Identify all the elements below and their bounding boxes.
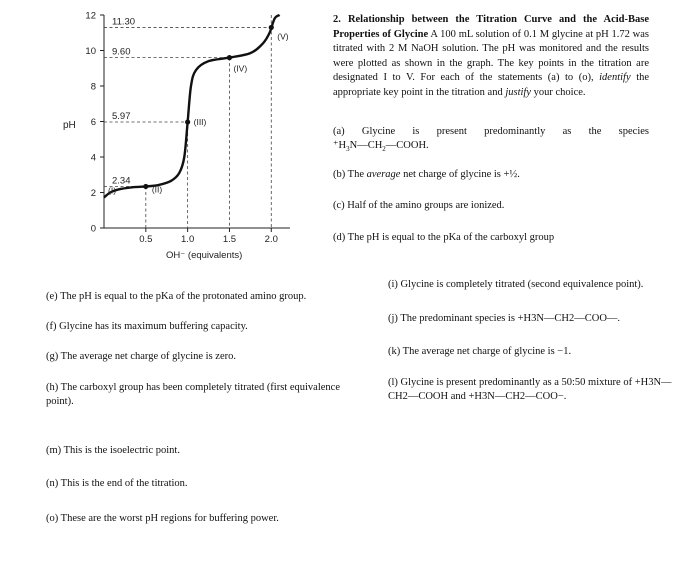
- reference-label: 5.97: [112, 111, 131, 123]
- statement-e: (e) The pH is equal to the pKa of the protonated amino group.: [46, 291, 307, 302]
- x-tick-label: 1.5: [222, 234, 237, 245]
- x-axis-label: OH⁻ (equivalents): [166, 250, 243, 261]
- statement-o: (o) These are the worst pH regions for buffering power.: [46, 513, 279, 524]
- problem-statement: [333, 13, 649, 101]
- key-point-dot: [269, 25, 274, 30]
- key-point-label: (III): [193, 117, 207, 128]
- titration-curve: [104, 15, 280, 197]
- key-point-label: (V): [277, 31, 289, 42]
- x-tick-label: 1.0: [181, 234, 195, 245]
- identify-word: identify: [599, 72, 631, 84]
- y-tick-label: 0: [90, 223, 96, 235]
- reference-label: 11.30: [112, 16, 136, 28]
- statement-c: (c) Half of the amino groups are ionized.: [333, 200, 505, 211]
- y-tick-label: 10: [85, 46, 96, 57]
- y-tick-label: 8: [90, 81, 96, 93]
- statement-i: (i) Glycine is completely titrated (second equivalence point).: [388, 279, 644, 290]
- problem-end: your choice.: [533, 86, 586, 98]
- key-point-dot: [227, 55, 232, 60]
- key-point-dot: [143, 184, 148, 189]
- y-axis-label: pH: [63, 120, 76, 131]
- statement-b: (b) The average net charge of glycine is +½.: [333, 169, 520, 180]
- statement-f: (f) Glycine has its maximum buffering capacity.: [46, 321, 248, 332]
- statement-d: (d) The pH is equal to the pKa of the carboxyl group: [333, 232, 555, 243]
- y-tick-label: 12: [85, 10, 96, 22]
- problem-number: 2.: [333, 14, 341, 25]
- problem-title: Relationship between the Titration Curve and the Acid-Base Properties of Glycine: [333, 14, 649, 40]
- problem-body: A 100 mL solution of 0.1 M glycine at pH 1.72 was titrated with 2 M NaOH solution. The pH was monitored and the results were plotted as shown in the graph. The key points in the titration are designated I to V. For each of the statements (a) to (o),: [333, 28, 649, 84]
- y-tick-label: 2: [90, 188, 96, 199]
- statement-a: (a) Glycine is present predominantly as the species: [333, 126, 649, 137]
- x-tick-label: 0.5: [139, 234, 153, 245]
- y-tick-label: 6: [90, 117, 96, 128]
- statement-j: (j) The predominant species is +H3N—CH2—COO—.: [388, 313, 621, 324]
- statement-g: (g) The average net charge of glycine is zero.: [46, 351, 236, 362]
- reference-label: 2.34: [112, 175, 131, 187]
- key-point-label: (I): [108, 185, 117, 196]
- key-point-dot: [185, 119, 190, 124]
- key-point-label: (IV): [233, 63, 248, 74]
- titration-chart: [0, 0, 330, 270]
- statement-h: (h) The carboxyl group has been completely titrated (first equivalence point).: [46, 382, 340, 407]
- x-tick-label: 2.0: [264, 234, 278, 245]
- reference-label: 9.60: [112, 46, 131, 58]
- statement-k: (k) The average net charge of glycine is −1.: [388, 346, 572, 357]
- statement-l: (l) Glycine is present predominantly as a 50:50 mixture of +H3N—CH2—COOH and +H3N—CH2—COO−.: [388, 377, 672, 402]
- problem-middle: the appropriate key point in the titration and: [333, 72, 650, 98]
- key-point-label: (II): [151, 184, 163, 195]
- statement-m: (m) This is the isoelectric point.: [46, 445, 180, 456]
- justify-word: justify: [505, 86, 531, 98]
- statement-n: (n) This is the end of the titration.: [46, 478, 188, 489]
- key-points: [108, 25, 289, 196]
- y-tick-label: 4: [90, 152, 96, 164]
- statement-a-formula: $^+H_3N—CH_2—COOH$.: [333, 140, 429, 154]
